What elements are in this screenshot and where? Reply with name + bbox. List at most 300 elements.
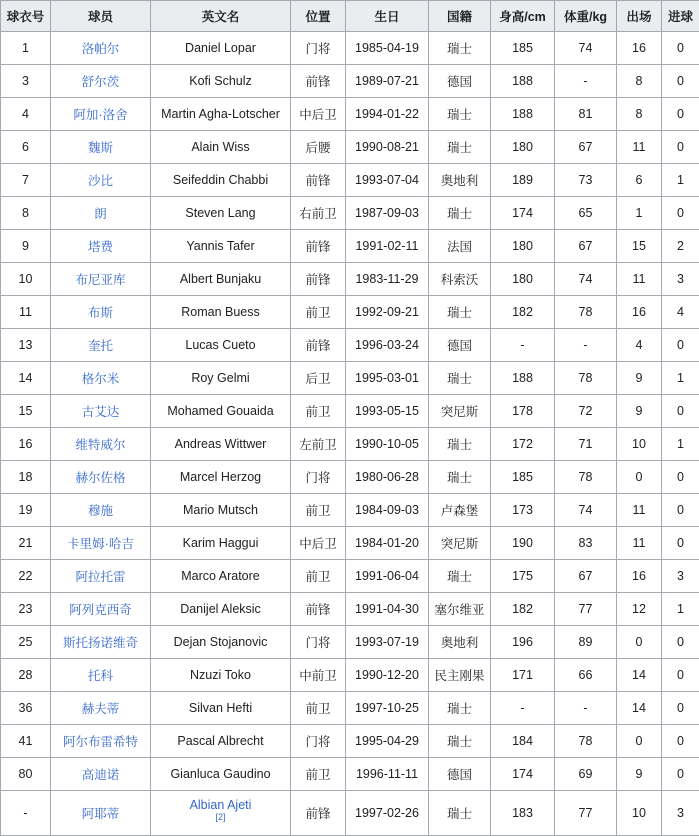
cell-player-name-link[interactable]: 洛帕尔 xyxy=(82,42,120,56)
cell-birthday: 1990-12-20 xyxy=(346,659,429,692)
cell-goals: 0 xyxy=(662,65,699,98)
cell-appearances: 11 xyxy=(617,494,662,527)
cell-position: 左前卫 xyxy=(291,428,346,461)
cell-english-name: Steven Lang xyxy=(151,197,291,230)
cell-shirt-number: 1 xyxy=(1,32,51,65)
cell-player-name-link[interactable]: 格尔米 xyxy=(82,372,120,386)
cell-goals: 0 xyxy=(662,461,699,494)
cell-goals: 0 xyxy=(662,758,699,791)
cell-goals: 1 xyxy=(662,428,699,461)
table-row xyxy=(1,197,699,230)
cell-player-name-link[interactable]: 阿列克西奇 xyxy=(69,603,132,617)
cell-player-name[interactable] xyxy=(51,230,151,263)
cell-player-name[interactable] xyxy=(51,131,151,164)
cell-shirt-number: 15 xyxy=(1,395,51,428)
cell-position: 前锋 xyxy=(291,791,346,836)
cell-player-name[interactable] xyxy=(51,296,151,329)
cell-birthday: 1995-04-29 xyxy=(346,725,429,758)
cell-english-name-link[interactable]: Albian Ajeti xyxy=(190,798,252,812)
column-header-height: 身高/cm xyxy=(491,1,555,32)
cell-birthday: 1997-02-26 xyxy=(346,791,429,836)
column-header-nationality: 国籍 xyxy=(429,1,491,32)
cell-weight: 69 xyxy=(555,758,617,791)
cell-player-name-link[interactable]: 维特威尔 xyxy=(75,438,125,452)
cell-appearances: 15 xyxy=(617,230,662,263)
cell-nationality: 突尼斯 xyxy=(429,395,491,428)
cell-appearances: 10 xyxy=(617,428,662,461)
cell-shirt-number: 13 xyxy=(1,329,51,362)
cell-english-name: Seifeddin Chabbi xyxy=(151,164,291,197)
table-body xyxy=(1,32,699,836)
cell-height: 180 xyxy=(491,230,555,263)
cell-player-name-link[interactable]: 高迪诺 xyxy=(82,768,120,782)
cell-height: 190 xyxy=(491,527,555,560)
cell-height: 172 xyxy=(491,428,555,461)
cell-weight: - xyxy=(555,329,617,362)
cell-english-name: Martin Agha-Lotscher xyxy=(151,98,291,131)
cell-english-name: Nzuzi Toko xyxy=(151,659,291,692)
cell-goals: 0 xyxy=(662,725,699,758)
cell-goals: 1 xyxy=(662,164,699,197)
cell-player-name[interactable] xyxy=(51,329,151,362)
cell-birthday: 1983-11-29 xyxy=(346,263,429,296)
cell-birthday: 1995-03-01 xyxy=(346,362,429,395)
cell-goals: 0 xyxy=(662,659,699,692)
cell-nationality: 瑞士 xyxy=(429,32,491,65)
cell-player-name-link[interactable]: 塔费 xyxy=(88,240,113,254)
cell-shirt-number: 10 xyxy=(1,263,51,296)
cell-english-name: Daniel Lopar xyxy=(151,32,291,65)
cell-birthday: 1990-08-21 xyxy=(346,131,429,164)
cell-player-name[interactable] xyxy=(51,32,151,65)
cell-goals: 2 xyxy=(662,230,699,263)
cell-appearances: 0 xyxy=(617,461,662,494)
cell-position: 前锋 xyxy=(291,263,346,296)
cell-nationality: 法国 xyxy=(429,230,491,263)
cell-weight: - xyxy=(555,65,617,98)
cell-height: 180 xyxy=(491,131,555,164)
cell-english-name: Alain Wiss xyxy=(151,131,291,164)
cell-appearances: 9 xyxy=(617,362,662,395)
table-row xyxy=(1,494,699,527)
cell-position: 前卫 xyxy=(291,296,346,329)
cell-player-name[interactable] xyxy=(51,791,151,836)
cell-player-name[interactable] xyxy=(51,626,151,659)
cell-player-name[interactable] xyxy=(51,428,151,461)
cell-weight: 67 xyxy=(555,560,617,593)
table-row xyxy=(1,527,699,560)
cell-player-name-link[interactable]: 穆施 xyxy=(88,504,113,518)
cell-player-name-link[interactable]: 阿拉托雷 xyxy=(75,570,125,584)
cell-nationality: 民主刚果 xyxy=(429,659,491,692)
table-row xyxy=(1,263,699,296)
table-row xyxy=(1,395,699,428)
cell-height: 196 xyxy=(491,626,555,659)
cell-player-name[interactable] xyxy=(51,362,151,395)
cell-position: 前锋 xyxy=(291,329,346,362)
cell-height: 180 xyxy=(491,263,555,296)
cell-appearances: 11 xyxy=(617,263,662,296)
cell-height: 184 xyxy=(491,725,555,758)
cell-birthday: 1996-11-11 xyxy=(346,758,429,791)
table-row xyxy=(1,626,699,659)
cell-player-name[interactable] xyxy=(51,461,151,494)
cell-birthday: 1991-06-04 xyxy=(346,560,429,593)
cell-player-name-link[interactable]: 卡里姆·哈吉 xyxy=(67,537,134,551)
cell-weight: 74 xyxy=(555,494,617,527)
cell-birthday: 1993-07-19 xyxy=(346,626,429,659)
cell-player-name-link[interactable]: 古艾达 xyxy=(82,405,120,419)
cell-goals: 1 xyxy=(662,362,699,395)
cell-goals: 3 xyxy=(662,263,699,296)
table-row xyxy=(1,230,699,263)
cell-player-name-link[interactable]: 朗 xyxy=(94,207,107,221)
cell-shirt-number: 7 xyxy=(1,164,51,197)
column-header-player: 球员 xyxy=(51,1,151,32)
cell-player-name-link[interactable]: 舒尔茨 xyxy=(82,75,120,89)
cell-weight: - xyxy=(555,692,617,725)
cell-shirt-number: 25 xyxy=(1,626,51,659)
cell-player-name[interactable] xyxy=(51,494,151,527)
table-row xyxy=(1,692,699,725)
table-row xyxy=(1,461,699,494)
cell-player-name[interactable] xyxy=(51,197,151,230)
cell-english-name[interactable] xyxy=(151,791,291,836)
cell-shirt-number: 80 xyxy=(1,758,51,791)
cell-height: 173 xyxy=(491,494,555,527)
cell-height: - xyxy=(491,692,555,725)
cell-weight: 78 xyxy=(555,362,617,395)
cell-nationality: 德国 xyxy=(429,65,491,98)
cell-birthday: 1980-06-28 xyxy=(346,461,429,494)
cell-weight: 74 xyxy=(555,263,617,296)
cell-shirt-number: - xyxy=(1,791,51,836)
cell-birthday: 1991-02-11 xyxy=(346,230,429,263)
cell-goals: 0 xyxy=(662,494,699,527)
cell-shirt-number: 41 xyxy=(1,725,51,758)
cell-shirt-number: 21 xyxy=(1,527,51,560)
cell-nationality: 卢森堡 xyxy=(429,494,491,527)
cell-position: 前卫 xyxy=(291,494,346,527)
cell-english-name: Dejan Stojanovic xyxy=(151,626,291,659)
cell-shirt-number: 14 xyxy=(1,362,51,395)
cell-position: 门将 xyxy=(291,626,346,659)
footnote-marker[interactable]: [2] xyxy=(215,812,225,822)
cell-nationality: 瑞士 xyxy=(429,296,491,329)
table-row xyxy=(1,65,699,98)
cell-goals: 4 xyxy=(662,296,699,329)
cell-appearances: 6 xyxy=(617,164,662,197)
cell-appearances: 1 xyxy=(617,197,662,230)
cell-birthday: 1993-07-04 xyxy=(346,164,429,197)
cell-player-name-link[interactable]: 布尼亚库 xyxy=(75,273,125,287)
cell-birthday: 1985-04-19 xyxy=(346,32,429,65)
cell-weight: 74 xyxy=(555,32,617,65)
cell-birthday: 1997-10-25 xyxy=(346,692,429,725)
cell-nationality: 瑞士 xyxy=(429,362,491,395)
cell-position: 前锋 xyxy=(291,65,346,98)
table-row xyxy=(1,131,699,164)
cell-weight: 78 xyxy=(555,296,617,329)
cell-shirt-number: 6 xyxy=(1,131,51,164)
cell-birthday: 1994-01-22 xyxy=(346,98,429,131)
cell-goals: 0 xyxy=(662,626,699,659)
cell-player-name-link[interactable]: 阿耶蒂 xyxy=(82,807,120,821)
table-row xyxy=(1,428,699,461)
cell-player-name[interactable] xyxy=(51,692,151,725)
cell-appearances: 12 xyxy=(617,593,662,626)
table-row xyxy=(1,362,699,395)
cell-weight: 67 xyxy=(555,131,617,164)
cell-weight: 81 xyxy=(555,98,617,131)
cell-weight: 77 xyxy=(555,593,617,626)
cell-height: 182 xyxy=(491,296,555,329)
cell-goals: 0 xyxy=(662,692,699,725)
cell-english-name: Roman Buess xyxy=(151,296,291,329)
cell-weight: 71 xyxy=(555,428,617,461)
cell-weight: 89 xyxy=(555,626,617,659)
cell-shirt-number: 28 xyxy=(1,659,51,692)
cell-position: 门将 xyxy=(291,461,346,494)
cell-nationality: 瑞士 xyxy=(429,791,491,836)
cell-position: 前卫 xyxy=(291,692,346,725)
cell-position: 前锋 xyxy=(291,593,346,626)
cell-player-name[interactable] xyxy=(51,527,151,560)
cell-height: 174 xyxy=(491,197,555,230)
cell-player-name[interactable] xyxy=(51,164,151,197)
cell-birthday: 1984-01-20 xyxy=(346,527,429,560)
cell-shirt-number: 9 xyxy=(1,230,51,263)
cell-goals: 0 xyxy=(662,131,699,164)
cell-goals: 0 xyxy=(662,527,699,560)
cell-shirt-number: 11 xyxy=(1,296,51,329)
cell-nationality: 德国 xyxy=(429,758,491,791)
cell-appearances: 14 xyxy=(617,659,662,692)
cell-position: 中后卫 xyxy=(291,527,346,560)
cell-english-name: Pascal Albrecht xyxy=(151,725,291,758)
cell-player-name[interactable] xyxy=(51,395,151,428)
cell-height: 188 xyxy=(491,65,555,98)
table-header-row xyxy=(1,1,699,32)
cell-english-name: Danijel Aleksic xyxy=(151,593,291,626)
cell-player-name[interactable] xyxy=(51,560,151,593)
cell-birthday: 1991-04-30 xyxy=(346,593,429,626)
cell-english-name: Kofi Schulz xyxy=(151,65,291,98)
cell-weight: 67 xyxy=(555,230,617,263)
cell-player-name[interactable] xyxy=(51,659,151,692)
cell-shirt-number: 19 xyxy=(1,494,51,527)
table-row xyxy=(1,725,699,758)
table-row xyxy=(1,791,699,836)
cell-weight: 78 xyxy=(555,725,617,758)
cell-shirt-number: 23 xyxy=(1,593,51,626)
cell-english-name: Marcel Herzog xyxy=(151,461,291,494)
cell-height: 189 xyxy=(491,164,555,197)
cell-player-name-link[interactable]: 奎托 xyxy=(88,339,113,353)
cell-goals: 3 xyxy=(662,791,699,836)
cell-player-name-link[interactable]: 魏斯 xyxy=(88,141,113,155)
cell-position: 前卫 xyxy=(291,395,346,428)
cell-player-name-link[interactable]: 托科 xyxy=(88,669,113,683)
cell-position: 中前卫 xyxy=(291,659,346,692)
table-row xyxy=(1,98,699,131)
cell-weight: 72 xyxy=(555,395,617,428)
cell-english-name: Andreas Wittwer xyxy=(151,428,291,461)
cell-english-name: Yannis Tafer xyxy=(151,230,291,263)
table-row xyxy=(1,32,699,65)
column-header-goals: 进球 xyxy=(662,1,699,32)
cell-english-name: Mario Mutsch xyxy=(151,494,291,527)
cell-nationality: 德国 xyxy=(429,329,491,362)
table-row xyxy=(1,329,699,362)
cell-nationality: 瑞士 xyxy=(429,131,491,164)
cell-position: 前锋 xyxy=(291,164,346,197)
cell-height: 178 xyxy=(491,395,555,428)
cell-appearances: 0 xyxy=(617,626,662,659)
cell-player-name[interactable] xyxy=(51,758,151,791)
cell-weight: 83 xyxy=(555,527,617,560)
cell-height: - xyxy=(491,329,555,362)
cell-height: 188 xyxy=(491,98,555,131)
cell-player-name-link[interactable]: 布斯 xyxy=(88,306,113,320)
cell-position: 后卫 xyxy=(291,362,346,395)
cell-weight: 65 xyxy=(555,197,617,230)
cell-appearances: 14 xyxy=(617,692,662,725)
cell-english-name: Mohamed Gouaida xyxy=(151,395,291,428)
cell-shirt-number: 4 xyxy=(1,98,51,131)
cell-appearances: 9 xyxy=(617,395,662,428)
cell-height: 185 xyxy=(491,461,555,494)
cell-shirt-number: 18 xyxy=(1,461,51,494)
cell-player-name[interactable] xyxy=(51,725,151,758)
cell-appearances: 16 xyxy=(617,560,662,593)
cell-player-name-link[interactable]: 沙比 xyxy=(88,174,113,188)
cell-appearances: 16 xyxy=(617,296,662,329)
table-row xyxy=(1,593,699,626)
cell-height: 171 xyxy=(491,659,555,692)
cell-english-name: Silvan Hefti xyxy=(151,692,291,725)
cell-shirt-number: 22 xyxy=(1,560,51,593)
table-row xyxy=(1,758,699,791)
cell-weight: 77 xyxy=(555,791,617,836)
cell-english-name: Karim Haggui xyxy=(151,527,291,560)
column-header-shirt-number: 球衣号 xyxy=(1,1,51,32)
cell-height: 188 xyxy=(491,362,555,395)
cell-position: 后腰 xyxy=(291,131,346,164)
cell-appearances: 4 xyxy=(617,329,662,362)
cell-goals: 1 xyxy=(662,593,699,626)
cell-nationality: 奥地利 xyxy=(429,626,491,659)
table-row xyxy=(1,296,699,329)
cell-appearances: 0 xyxy=(617,725,662,758)
cell-goals: 0 xyxy=(662,395,699,428)
cell-nationality: 瑞士 xyxy=(429,428,491,461)
cell-birthday: 1989-07-21 xyxy=(346,65,429,98)
cell-nationality: 瑞士 xyxy=(429,98,491,131)
cell-position: 前卫 xyxy=(291,560,346,593)
cell-appearances: 16 xyxy=(617,32,662,65)
cell-appearances: 11 xyxy=(617,131,662,164)
cell-nationality: 瑞士 xyxy=(429,560,491,593)
cell-appearances: 11 xyxy=(617,527,662,560)
cell-position: 门将 xyxy=(291,725,346,758)
cell-english-name: Albert Bunjaku xyxy=(151,263,291,296)
cell-player-name[interactable] xyxy=(51,98,151,131)
cell-shirt-number: 16 xyxy=(1,428,51,461)
cell-appearances: 8 xyxy=(617,65,662,98)
cell-english-name: Roy Gelmi xyxy=(151,362,291,395)
table-row xyxy=(1,164,699,197)
column-header-appearances: 出场 xyxy=(617,1,662,32)
cell-english-name: Gianluca Gaudino xyxy=(151,758,291,791)
cell-birthday: 1996-03-24 xyxy=(346,329,429,362)
cell-english-name: Lucas Cueto xyxy=(151,329,291,362)
cell-birthday: 1990-10-05 xyxy=(346,428,429,461)
column-header-birthday: 生日 xyxy=(346,1,429,32)
cell-birthday: 1993-05-15 xyxy=(346,395,429,428)
cell-birthday: 1984-09-03 xyxy=(346,494,429,527)
table-row xyxy=(1,560,699,593)
table-row xyxy=(1,659,699,692)
cell-player-name-link[interactable]: 赫夫蒂 xyxy=(82,702,120,716)
column-header-weight: 体重/kg xyxy=(555,1,617,32)
column-header-english-name: 英文名 xyxy=(151,1,291,32)
cell-goals: 0 xyxy=(662,32,699,65)
cell-birthday: 1992-09-21 xyxy=(346,296,429,329)
cell-nationality: 科索沃 xyxy=(429,263,491,296)
cell-shirt-number: 36 xyxy=(1,692,51,725)
cell-player-name-link[interactable]: 斯托扬诺维奇 xyxy=(63,636,138,650)
cell-height: 175 xyxy=(491,560,555,593)
cell-english-name: Marco Aratore xyxy=(151,560,291,593)
cell-shirt-number: 3 xyxy=(1,65,51,98)
cell-nationality: 塞尔维亚 xyxy=(429,593,491,626)
cell-player-name-link[interactable]: 阿加·洛舍 xyxy=(73,108,127,122)
cell-appearances: 10 xyxy=(617,791,662,836)
cell-position: 中后卫 xyxy=(291,98,346,131)
cell-nationality: 突尼斯 xyxy=(429,527,491,560)
cell-goals: 3 xyxy=(662,560,699,593)
cell-weight: 66 xyxy=(555,659,617,692)
cell-goals: 0 xyxy=(662,197,699,230)
cell-weight: 78 xyxy=(555,461,617,494)
cell-height: 174 xyxy=(491,758,555,791)
cell-player-name[interactable] xyxy=(51,263,151,296)
cell-player-name[interactable] xyxy=(51,593,151,626)
cell-nationality: 瑞士 xyxy=(429,197,491,230)
cell-player-name-link[interactable]: 阿尔布雷希特 xyxy=(63,735,138,749)
table-header xyxy=(1,1,699,32)
cell-position: 门将 xyxy=(291,32,346,65)
cell-player-name-link[interactable]: 赫尔佐格 xyxy=(75,471,125,485)
cell-height: 182 xyxy=(491,593,555,626)
cell-nationality: 瑞士 xyxy=(429,692,491,725)
cell-birthday: 1987-09-03 xyxy=(346,197,429,230)
cell-player-name[interactable] xyxy=(51,65,151,98)
cell-shirt-number: 8 xyxy=(1,197,51,230)
column-header-position: 位置 xyxy=(291,1,346,32)
cell-appearances: 8 xyxy=(617,98,662,131)
cell-nationality: 瑞士 xyxy=(429,461,491,494)
cell-position: 前锋 xyxy=(291,230,346,263)
cell-nationality: 奥地利 xyxy=(429,164,491,197)
cell-goals: 0 xyxy=(662,329,699,362)
cell-appearances: 9 xyxy=(617,758,662,791)
cell-height: 185 xyxy=(491,32,555,65)
cell-position: 前卫 xyxy=(291,758,346,791)
cell-position: 右前卫 xyxy=(291,197,346,230)
cell-goals: 0 xyxy=(662,98,699,131)
